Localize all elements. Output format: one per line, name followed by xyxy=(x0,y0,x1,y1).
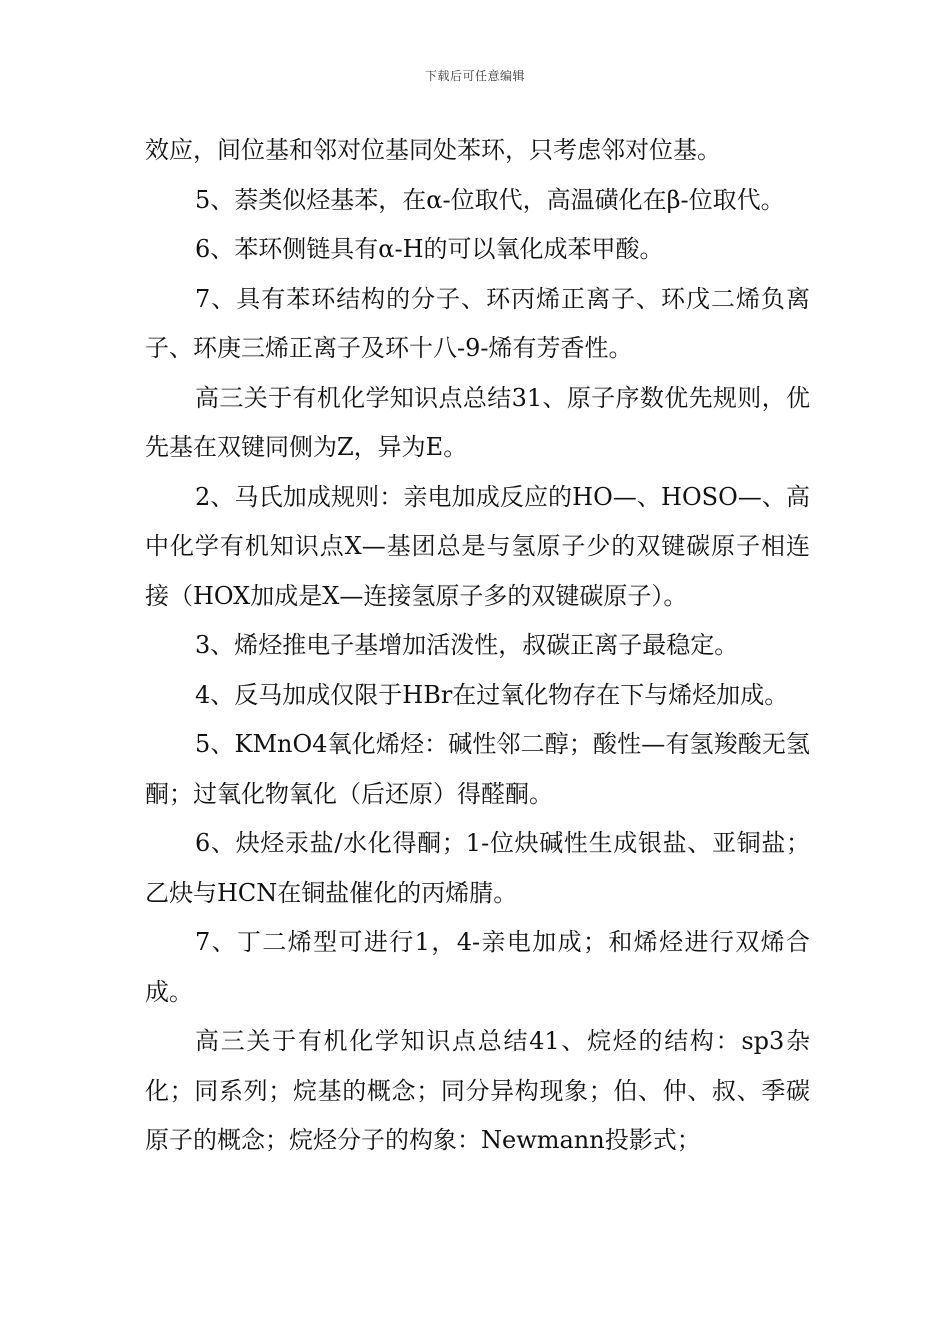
paragraph: 高三关于有机化学知识点总结31、原子序数优先规则，优先基在双键同侧为Z，异为E。 xyxy=(145,383,810,461)
paragraph: 效应，间位基和邻对位基同处苯环，只考虑邻对位基。 xyxy=(145,136,721,164)
paragraph: 6、炔烃汞盐/水化得酮；1-位炔碱性生成银盐、亚铜盐；乙炔与HCN在铜盐催化的丙烯腈。 xyxy=(145,829,810,907)
paragraph: 6、苯环侧链具有α-H的可以氧化成苯甲酸。 xyxy=(195,235,664,263)
document-body xyxy=(145,126,810,1166)
paragraph: 5、萘类似烃基苯，在α-位取代，高温磺化在β-位取代。 xyxy=(195,185,785,214)
page-header: 下载后可任意编辑 xyxy=(424,69,525,83)
paragraph: 3、烯烃推电子基增加活泼性，叔碳正离子最稳定。 xyxy=(195,631,739,659)
paragraph: 2、马氏加成规则：亲电加成反应的HO—、HOSO—、高中化学有机知识点X—基团总是与氢原子少的双键碳原子相连接（HOX加成是X—连接氢原子多的双键碳原子）。 xyxy=(145,482,810,610)
paragraph: 7、丁二烯型可进行1，4-亲电加成；和烯烃进行双烯合成。 xyxy=(145,928,810,1006)
paragraph: 7、具有苯环结构的分子、环丙烯正离子、环戊二烯负离子、环庚三烯正离子及环十八-9-烯有芳香性。 xyxy=(145,284,810,362)
paragraph: 4、反马加成仅限于HBr在过氧化物存在下与烯烃加成。 xyxy=(195,680,789,709)
paragraph: 高三关于有机化学知识点总结41、烷烃的结构：sp3杂化；同系列；烷基的概念；同分异构现象；伯、仲、叔、季碳原子的概念；烷烃分子的构象：Newmann投影式； xyxy=(145,1027,810,1154)
paragraph: 5、KMnO4氧化烯烃：碱性邻二醇；酸性—有氢羧酸无氢酮；过氧化物氧化（后还原）得醛酮。 xyxy=(145,730,810,808)
